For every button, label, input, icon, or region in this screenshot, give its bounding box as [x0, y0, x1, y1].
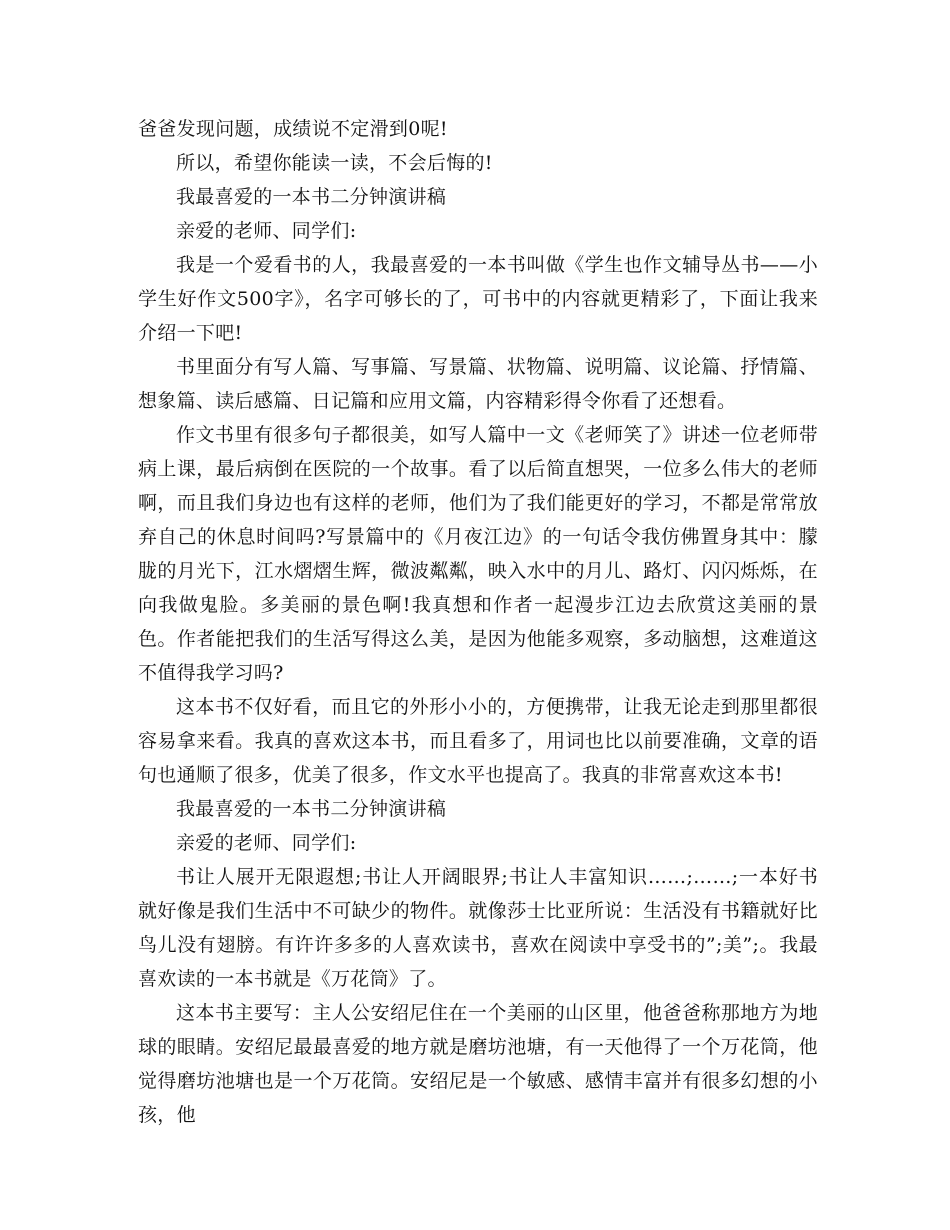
salutation: 亲爱的老师、同学们:: [176, 832, 357, 854]
document-page: [138, 112, 818, 1132]
paragraph: 所以，希望你能读一读，不会后悔的!: [176, 152, 493, 174]
paragraph-continuation: 爸爸发现问题，成绩说不定滑到0呢!: [138, 118, 448, 140]
section-heading: 我最喜爱的一本书二分钟演讲稿: [176, 186, 447, 208]
paragraph: 这本书不仅好看，而且它的外形小小的，方便携带，让我无论走到那里都很容易拿来看。我真的喜欢这本书，而且看多了，用词也比以前要准确，文章的语句也通顺了很多，优美了很多，作文水平也提高了。我真的非常喜欢这本书!: [138, 696, 818, 786]
section-heading: 我最喜爱的一本书二分钟演讲稿: [176, 798, 447, 820]
paragraph: 这本书主要写：主人公安绍尼住在一个美丽的山区里，他爸爸称那地方为地球的眼睛。安绍尼最最喜爱的地方就是磨坊池塘，有一天他得了一个万花筒，他觉得磨坊池塘也是一个万花筒。安绍尼是一个敏感、感情丰富并有很多幻想的小孩，他: [138, 1002, 818, 1126]
paragraph: 我是一个爱看书的人，我最喜爱的一本书叫做《学生也作文辅导丛书——小学生好作文500字》，名字可够长的了，可书中的内容就更精彩了，下面让我来介绍一下吧!: [138, 254, 818, 344]
paragraph: 作文书里有很多句子都很美，如写人篇中一文《老师笑了》讲述一位老师带病上课，最后病倒在医院的一个故事。看了以后简直想哭，一位多么伟大的老师啊，而且我们身边也有这样的老师，他们为了我们能更好的学习，不都是常常放弃自己的休息时间吗?写景篇中的《月夜江边》的一句话令我仿佛置身其中：朦胧的月光下，江水熠熠生辉，微波粼粼，映入水中的月儿、路灯、闪闪烁烁，在向我做鬼脸。多美丽的景色啊!我真想和作者一起漫步江边去欣赏这美丽的景色。作者能把我们的生活写得这么美，是因为他能多观察，多动脑想，这难道这不值得我学习吗?: [138, 424, 818, 684]
paragraph: 书里面分有写人篇、写事篇、写景篇、状物篇、说明篇、议论篇、抒情篇、想象篇、读后感篇、日记篇和应用文篇，内容精彩得令你看了还想看。: [138, 356, 818, 412]
paragraph: 书让人展开无限遐想;书让人开阔眼界;书让人丰富知识……;……;一本好书就好像是我们生活中不可缺少的物件。就像莎士比亚所说：生活没有书籍就好比鸟儿没有翅膀。有许许多多的人喜欢读书，喜欢在阅读中享受书的”;美”;。我最喜欢读的一本书就是《万花筒》了。: [138, 866, 818, 990]
salutation: 亲爱的老师、同学们:: [176, 220, 357, 242]
